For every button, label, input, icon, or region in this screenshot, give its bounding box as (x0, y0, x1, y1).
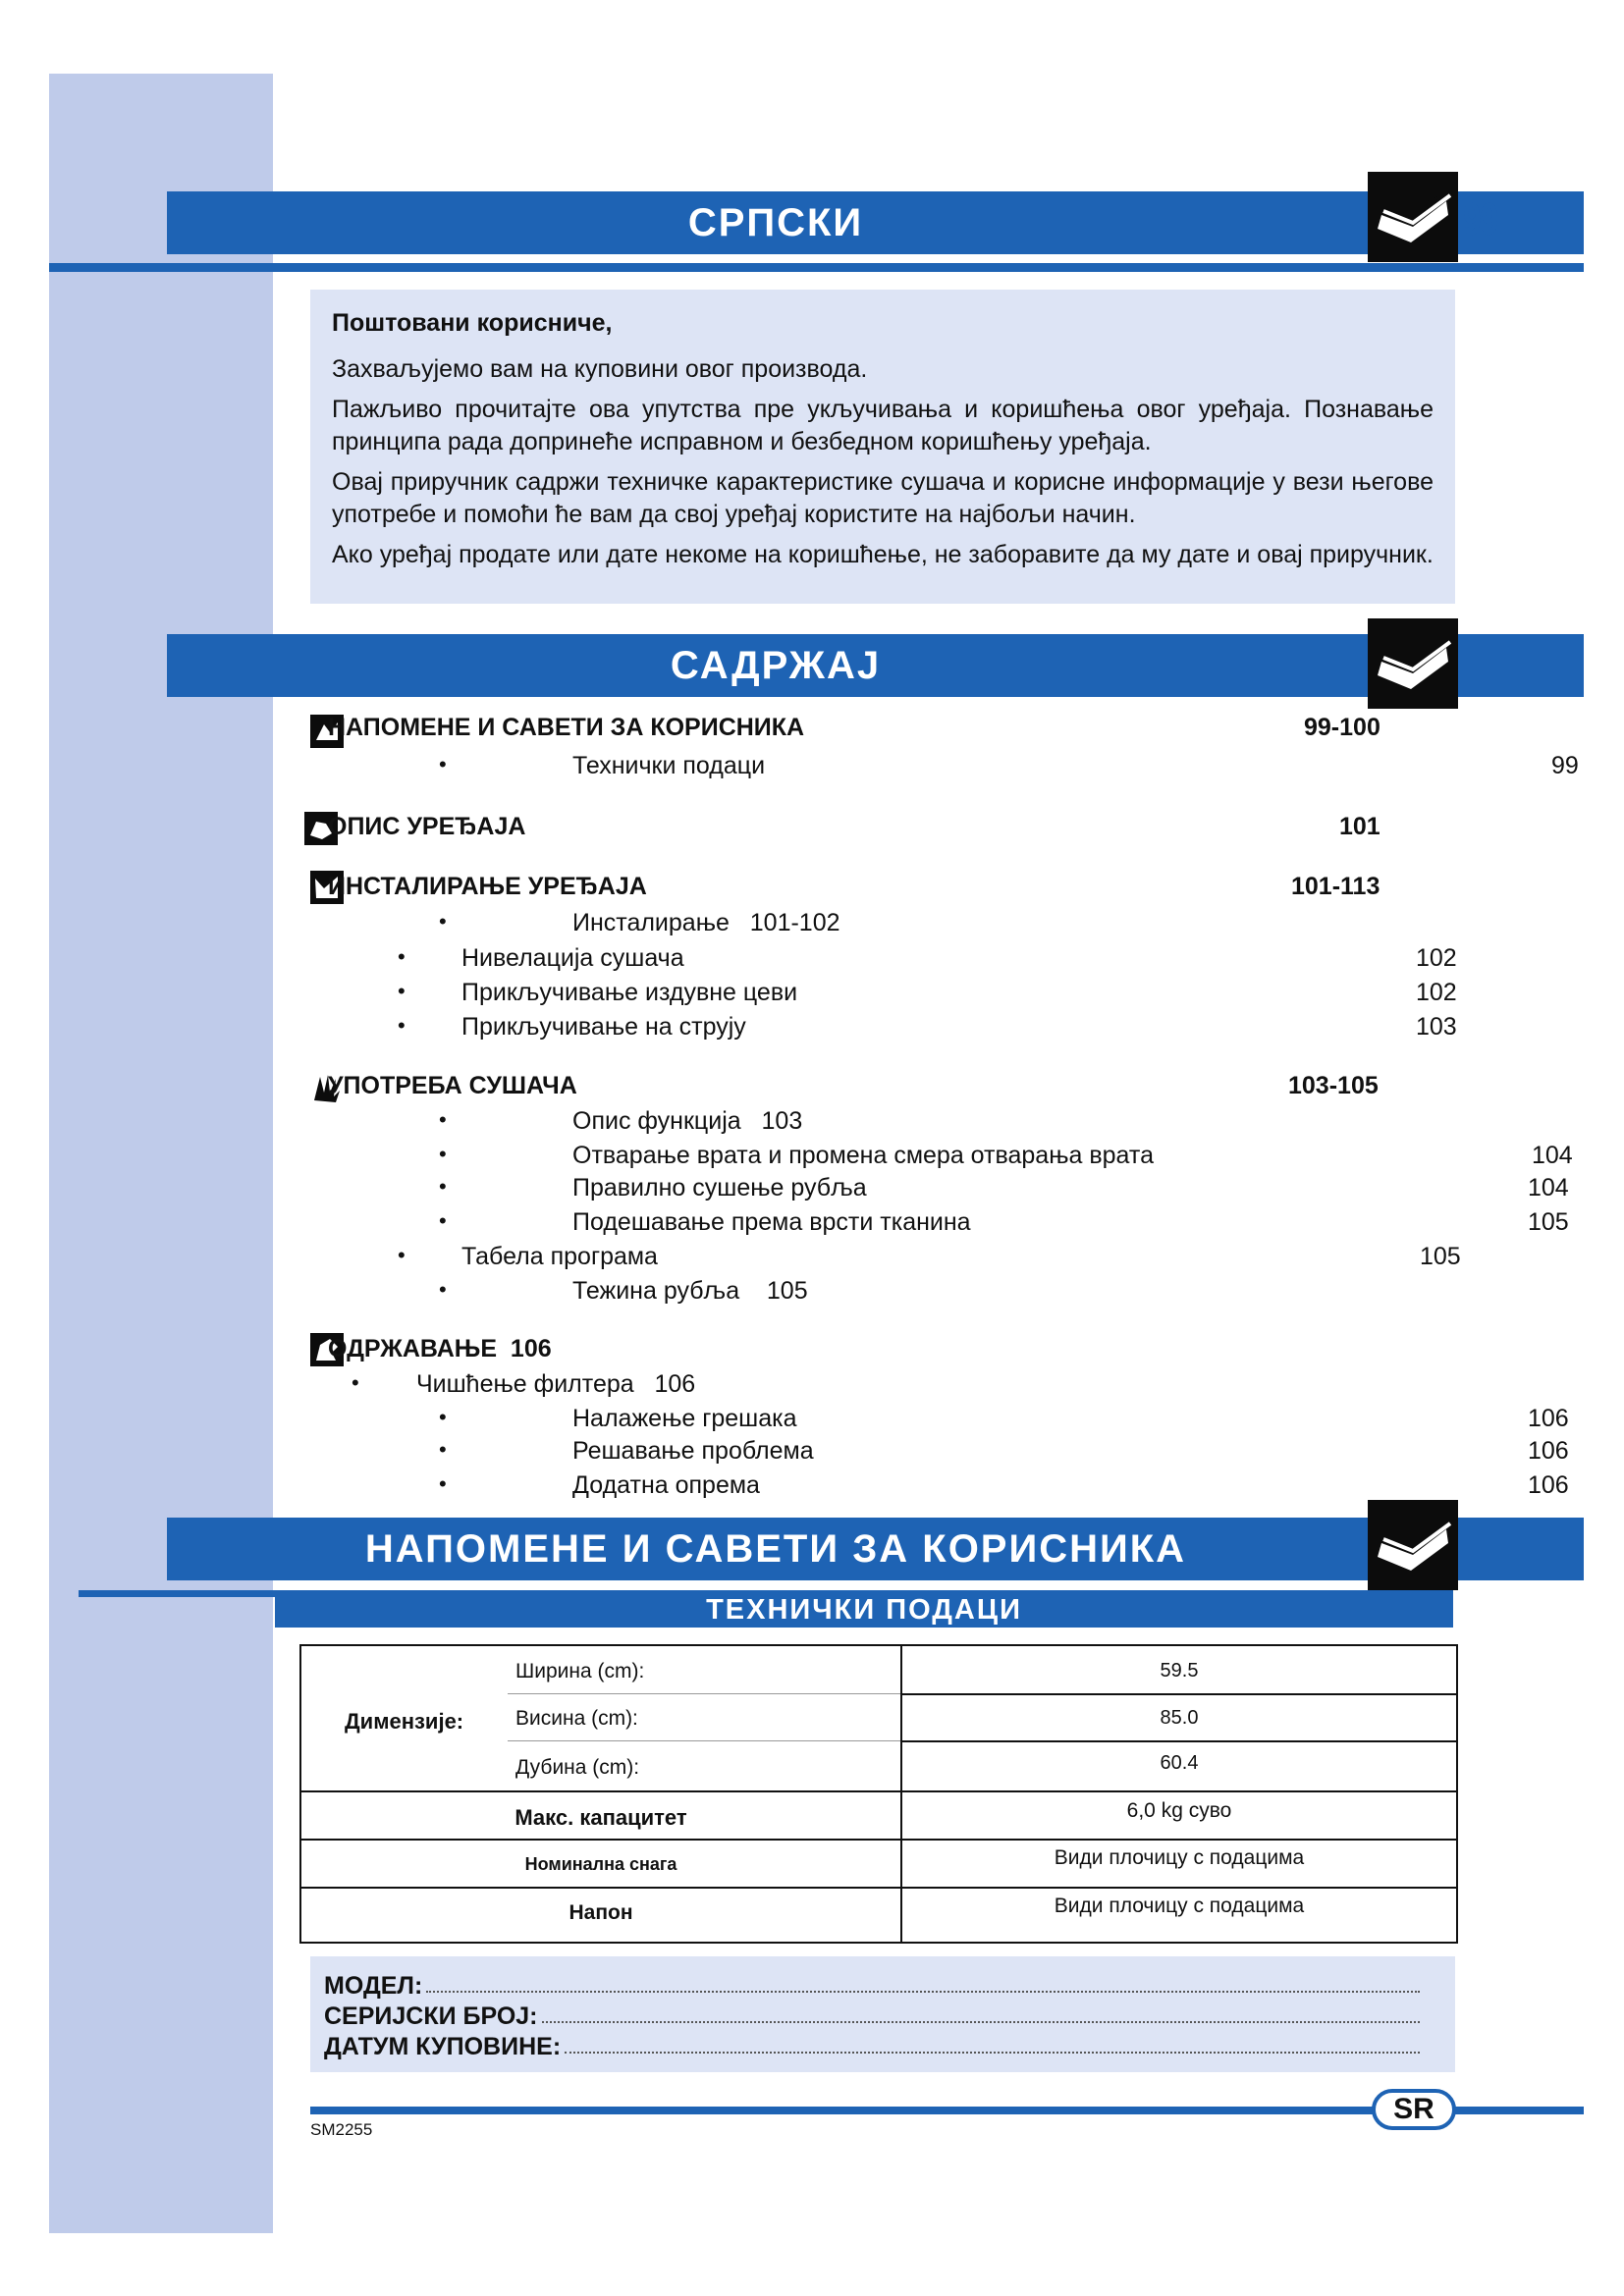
width-value: 59.5 (1160, 1660, 1199, 1682)
width-label: Ширина (cm): (515, 1660, 645, 1682)
model-panel (310, 1956, 1455, 2072)
bullet: • (398, 1013, 406, 1038)
intro-paragraph: Захваљујемо вам на куповини овог производа. (332, 355, 868, 383)
toc-item-page: 106 (1528, 1437, 1569, 1465)
header-title: СРПСКИ (687, 201, 864, 244)
toc-section-pages: 99-100 (1304, 714, 1380, 741)
toc-item-page: 106 (1528, 1471, 1569, 1499)
notes-bar-right (1458, 1518, 1584, 1580)
divider (902, 1693, 1456, 1695)
toc-item-label: Тежина рубља 105 (572, 1277, 808, 1305)
toc-section-pages: 101-113 (1291, 873, 1380, 900)
bullet: • (398, 979, 406, 1003)
toc-item-label: Чишћење филтера 106 (416, 1370, 696, 1398)
bullet: • (439, 1471, 447, 1496)
subtitle: ТЕХНИЧКИ ПОДАЦИ (706, 1594, 1022, 1626)
toc-section-pages: 103-105 (1288, 1072, 1379, 1099)
bullet: • (439, 1142, 447, 1166)
toc-item-label: Решавање проблема (572, 1437, 814, 1465)
divider (301, 1839, 1456, 1841)
serial-label: СЕРИЈСКИ БРОЈ: (324, 2002, 538, 2030)
bullet: • (439, 752, 447, 776)
bullet: • (352, 1370, 359, 1395)
serial-field (542, 2020, 1421, 2023)
depth-label: Дубина (cm): (515, 1756, 640, 1779)
date-row (324, 2031, 1441, 2061)
toc-item-page: 102 (1416, 979, 1457, 1006)
toc-item-label: Прикључивање издувне цеви (461, 979, 798, 1006)
power-label: Номинална снага (524, 1854, 677, 1874)
toc-item-page: 105 (1420, 1243, 1461, 1270)
spec-table (299, 1644, 1458, 1944)
depth-value: 60.4 (1160, 1752, 1199, 1774)
toc-section-pages: 101 (1339, 813, 1380, 840)
contents-title: САДРЖАЈ (670, 644, 882, 687)
capacity-value: 6,0 kg суво (1126, 1799, 1232, 1822)
dimensions-label: Димензије: (345, 1709, 464, 1734)
subtitle-bar (275, 1590, 1453, 1628)
toc-item-label: Подешавање према врсти тканина (572, 1208, 971, 1236)
intro-paragraph: Ако уређај продате или дате некоме на коришћење, не заборавите да му дате и овај приручник. (332, 541, 1434, 568)
bullet: • (439, 1277, 447, 1302)
model-row (324, 1970, 1441, 2001)
divider (301, 1887, 1456, 1889)
bullet: • (398, 1243, 406, 1267)
intro-paragraph: Овај приручник садржи техничке карактеристике сушача и корисне информације у вези његове употребе и помоћи ће вам да свој уређај користите на најбољи начин. (332, 468, 1434, 528)
toc-item-label: Правилно сушење рубља (572, 1174, 867, 1201)
toc-item-label: Прикључивање на струју (461, 1013, 746, 1041)
bullet: • (398, 944, 406, 969)
intro-paragraph: Пажљиво прочитајте ова упутства пре укључивања и коришћења овог уређаја. Познавање принципа рада допринеће исправном и безбедном коришћењу уређаја. (332, 396, 1434, 455)
date-label: ДАТУМ КУПОВИНЕ: (324, 2033, 562, 2060)
toc-section-title: ОПИС УРЕЂАЈА (328, 813, 526, 840)
divider (508, 1693, 900, 1694)
toc-item-page: 105 (1528, 1208, 1569, 1236)
bullet: • (439, 1174, 447, 1199)
contents-bar-right (1458, 634, 1584, 697)
model-field (426, 1990, 1420, 1993)
toc-item-page: 103 (1416, 1013, 1457, 1041)
side-strip (49, 74, 273, 2233)
page-number: 99 (1463, 193, 1498, 244)
toc-item-label: Нивелација сушача (461, 944, 684, 972)
toc-item-label: Инсталирање 101-102 (572, 909, 840, 936)
toc-section-title: ОДРЖАВАЊЕ 106 (328, 1335, 552, 1362)
toc-item-label: Додатна опрема (572, 1471, 760, 1499)
divider (508, 1740, 900, 1741)
intro-panel (310, 290, 1455, 604)
power-value: Види плочицу с подацима (1054, 1846, 1305, 1869)
toc-item-page: 99 (1551, 752, 1579, 779)
toc-item-label: Технички подаци (572, 752, 766, 779)
voltage-value: Види плочицу с подацима (1054, 1895, 1305, 1917)
toc-item-label: Налажење грешака (572, 1405, 797, 1432)
bullet: • (439, 909, 447, 934)
toc-item-page: 104 (1528, 1174, 1569, 1201)
toc-section-title: НАПОМЕНЕ И САВЕТИ ЗА КОРИСНИКА (328, 714, 805, 741)
header-bar (167, 191, 1384, 254)
toc-item-page: 104 (1532, 1142, 1573, 1169)
toc-item-label: Табела програма (461, 1243, 658, 1270)
book-icon (1368, 618, 1458, 709)
serial-row (324, 2001, 1441, 2031)
bullet: • (439, 1208, 447, 1233)
language-badge: SR (1372, 2089, 1456, 2130)
voltage-label: Напон (568, 1901, 633, 1924)
toc-section-title: УПОТРЕБА СУШАЧА (328, 1072, 577, 1099)
divider (301, 1790, 1456, 1792)
header-underline (49, 263, 1584, 272)
date-field (565, 2051, 1420, 2054)
toc-item-page: 106 (1528, 1405, 1569, 1432)
book-icon (1368, 1500, 1458, 1590)
book-icon (1368, 172, 1458, 262)
intro-greeting: Поштовани корисниче, (332, 309, 613, 337)
bullet: • (439, 1437, 447, 1462)
document-code: SM2255 (310, 2120, 373, 2139)
notes-title: НАПОМЕНЕ И САВЕТИ ЗА КОРИСНИКА (364, 1527, 1187, 1571)
bullet: • (439, 1107, 447, 1132)
bullet: • (439, 1405, 447, 1429)
toc-item-page: 102 (1416, 944, 1457, 972)
model-label: МОДЕЛ: (324, 1972, 423, 2000)
divider (902, 1740, 1456, 1742)
height-label: Висина (cm): (515, 1707, 638, 1730)
notes-bar (167, 1518, 1384, 1580)
capacity-label: Макс. капацитет (514, 1805, 687, 1830)
toc-item-label: Отварање врата и промена смера отварања врата (572, 1142, 1154, 1169)
toc-section-title: ИНСТАЛИРАЊЕ УРЕЂАЈА (328, 873, 647, 900)
height-value: 85.0 (1160, 1707, 1199, 1729)
contents-bar (167, 634, 1384, 697)
toc-item-label: Опис функција 103 (572, 1107, 803, 1135)
